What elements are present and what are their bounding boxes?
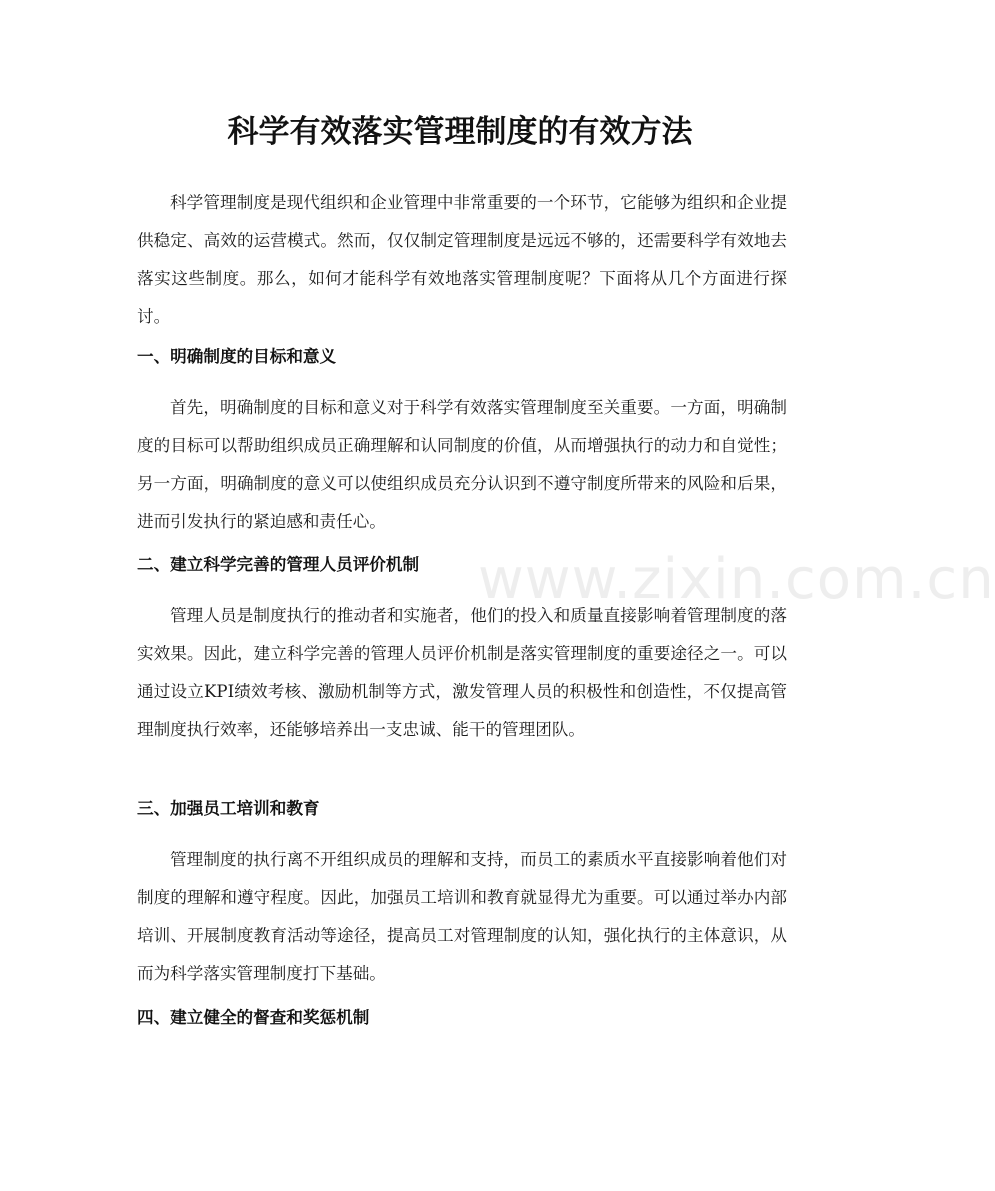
watermark-text: www.zixin.com.cn xyxy=(478,547,995,612)
section-body-3: 管理制度的执行离不开组织成员的理解和支持，而员工的素质水平直接影响着他们对制度的理解和遵守程度。因此，加强员工培训和教育就显得尤为重要。可以通过举办内部培训、开展制度教育活动等途径，提高员工对管理制度的认知，强化执行的主体意识，从而为科学落实管理制度打下基础。 xyxy=(137,850,787,983)
intro-paragraph: 科学管理制度是现代组织和企业管理中非常重要的一个环节，它能够为组织和企业提供稳定、高效的运营模式。然而，仅仅制定管理制度是远远不够的，还需要科学有效地去落实这些制度。那么，如何才能科学有效地落实管理制度呢？下面将从几个方面进行探讨。 xyxy=(137,193,787,326)
document-title: 科学有效落实管理制度的有效方法 xyxy=(227,114,693,150)
section-heading-2: 二、建立科学完善的管理人员评价机制 xyxy=(137,555,420,574)
section-heading-1: 一、明确制度的目标和意义 xyxy=(137,347,337,366)
section-body-1: 首先，明确制度的目标和意义对于科学有效落实管理制度至关重要。一方面，明确制度的目标可以帮助组织成员正确理解和认同制度的价值，从而增强执行的动力和自觉性；另一方面，明确制度的意义可以使组织成员充分认识到不遵守制度所带来的风险和后果，进而引发执行的紧迫感和责任心。 xyxy=(137,398,787,531)
section-heading-3: 三、加强员工培训和教育 xyxy=(137,799,320,818)
section-heading-4: 四、建立健全的督查和奖惩机制 xyxy=(137,1008,370,1027)
section-body-2: 管理人员是制度执行的推动者和实施者，他们的投入和质量直接影响着管理制度的落实效果。因此，建立科学完善的管理人员评价机制是落实管理制度的重要途径之一。可以通过设立KPI绩效考核、激励机制等方式，激发管理人员的积极性和创造性，不仅提高管理制度执行效率，还能够培养出一支忠诚、能干的管理团队。 xyxy=(137,606,787,739)
